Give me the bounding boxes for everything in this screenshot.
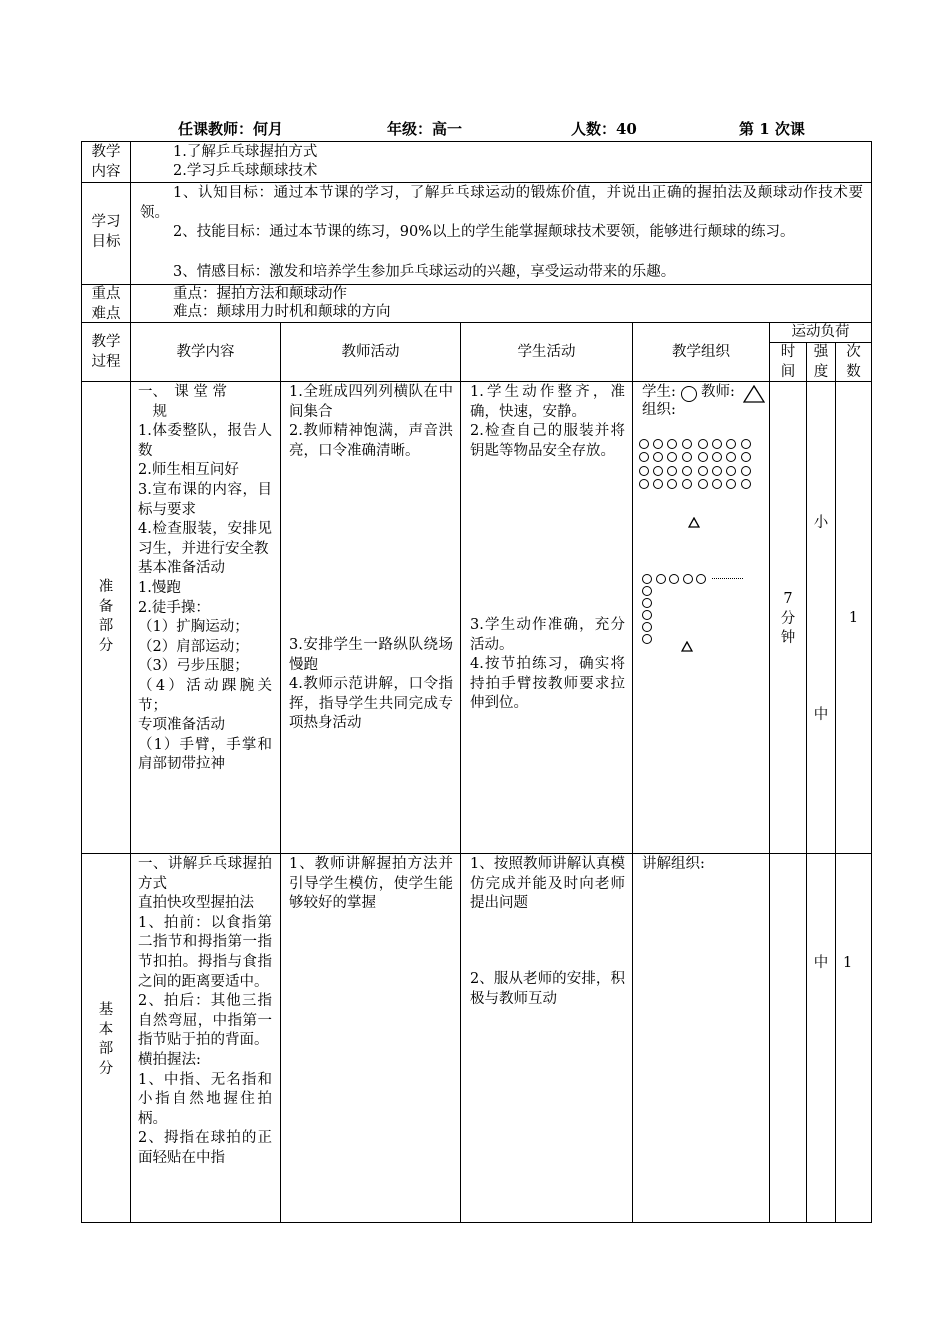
- student-circle: [698, 452, 708, 462]
- jog-direction-dots: [712, 578, 743, 579]
- jogging-student-circle: [642, 598, 652, 608]
- goal-cognitive: 1、认知目标：通过本节课的学习，了解乒乓球运动的锻炼价值，并说出正确的握拍法及颠球动作技术要领。: [140, 185, 863, 221]
- student-circle: [653, 452, 663, 462]
- content-line-1: 1.了解乒乓球握拍方式: [173, 144, 318, 160]
- teacher-jog-icon: [681, 641, 693, 652]
- section-label-prep: 准 备 部 分: [98, 579, 114, 654]
- student-circle: [741, 439, 751, 449]
- student-circle: [698, 466, 708, 476]
- header-teacher: 任课教师：何月: [178, 120, 284, 138]
- teacher-position-icon: [688, 517, 700, 528]
- student-circle: [726, 452, 736, 462]
- student-circle: [682, 466, 692, 476]
- jogging-student-circle: [642, 574, 652, 584]
- student-circle: [741, 479, 751, 489]
- student-circle: [712, 452, 722, 462]
- basic-student-a: 1、按照教师讲解认真模仿完成并能及时向老师提出问题: [470, 856, 625, 912]
- org-formation-label: 组织:: [642, 402, 676, 418]
- student-circle: [712, 439, 722, 449]
- prep-intensity-1: 小: [813, 515, 829, 531]
- student-circle: [741, 452, 751, 462]
- basic-intensity: 中: [813, 955, 829, 971]
- jogging-student-circle: [642, 634, 652, 644]
- student-circle: [712, 466, 722, 476]
- basic-org-label: 讲解组织:: [642, 856, 705, 872]
- prep-teacher-a: 1.全班成四列列横队在中间集合 2.教师精神饱满，声音洪亮，口令准确清晰。: [289, 384, 453, 459]
- header-count: 人数：40: [571, 120, 637, 138]
- header-lesson: 第 1 次课: [739, 120, 805, 138]
- student-circle: [667, 439, 677, 449]
- difficulty-text: 难点：颠球用力时机和颠球的方向: [173, 304, 391, 320]
- keypoint-text: 重点：握拍方法和颠球动作: [173, 286, 347, 302]
- student-circle: [698, 479, 708, 489]
- student-circle: [639, 439, 649, 449]
- col-header-time: 时 间: [780, 344, 796, 380]
- student-legend-icon: [681, 386, 697, 402]
- student-circle: [667, 452, 677, 462]
- student-circle: [741, 466, 751, 476]
- jogging-student-circle: [669, 574, 679, 584]
- student-circle: [639, 466, 649, 476]
- student-circle: [639, 452, 649, 462]
- basic-content: 一、讲解乒乓球握拍方式 直拍快攻型握拍法 1、拍前：以食指第二指节和拇指第一指节扣拍。拇指与食指之间的距离要适中。 2、拍后：其他三指自然弯屈，中指第一指节贴于拍的背面。 横拍握法: 1、中指、无名指和小指自然地握住拍柄。 2、拇指在球拍的正面轻贴在中指: [138, 856, 272, 1166]
- prep-content: 一、 课 堂 常 规 1.体委整队，报告人数 2.师生相互问好 3.宣布课的内容，目标与要求 4.检查服装，安排见习生，并进行安全教 基本准备活动 1.慢跑 2.徒手操： （1）扩胸运动； （2）肩部运动； （3）弓步压腿； （4）活动踝腕关节； 专项准备活动 （1）手臂，手掌和肩部韧带拉神: [138, 384, 272, 773]
- section-label-basic: 基 本 部 分: [98, 1002, 114, 1077]
- student-circle: [712, 479, 722, 489]
- col-header-organization: 教学组织: [672, 344, 730, 360]
- row-label-content: 教学 内容: [91, 144, 121, 180]
- student-circle: [682, 452, 692, 462]
- student-circle: [726, 439, 736, 449]
- jogging-student-circle: [642, 610, 652, 620]
- prep-student-a: 1.学生动作整齐，准确，快速，安静。 2.检查自己的服装并将钥匙等物品安全存放。: [470, 384, 625, 459]
- col-header-process: 教学 过程: [91, 334, 121, 370]
- col-header-content: 教学内容: [176, 344, 235, 360]
- col-header-load: 运动负荷: [791, 324, 850, 340]
- basic-student-b: 2、服从老师的安排，积极与教师互动: [470, 971, 625, 1007]
- student-circle: [726, 479, 736, 489]
- col-header-teacher: 教师活动: [341, 344, 400, 360]
- student-circle: [682, 439, 692, 449]
- goal-affective: 3、情感目标：激发和培养学生参加乒乓球运动的兴趣，享受运动带来的乐趣。: [173, 264, 676, 280]
- prep-time: 7 分 钟: [780, 591, 796, 647]
- org-students-label: 学生:: [642, 384, 676, 400]
- row-label-goals: 学习 目标: [91, 214, 121, 250]
- student-circle: [726, 466, 736, 476]
- jogging-student-circle: [696, 574, 706, 584]
- student-circle: [682, 479, 692, 489]
- org-teacher-label: 教师:: [701, 384, 735, 400]
- col-header-student: 学生活动: [517, 344, 576, 360]
- basic-times: 1: [843, 955, 853, 971]
- student-circle: [639, 479, 649, 489]
- header-grade: 年级：高一: [387, 120, 463, 138]
- col-header-intensity: 强 度: [813, 344, 829, 380]
- content-line-2: 2.学习乒乓球颠球技术: [173, 163, 318, 179]
- jogging-student-circle: [656, 574, 666, 584]
- student-circle: [667, 466, 677, 476]
- student-circle: [653, 479, 663, 489]
- basic-teacher: 1、教师讲解握拍方法并引导学生模仿，使学生能够较好的掌握: [289, 856, 453, 912]
- prep-student-b: 3.学生动作准确，充分活动。 4.按节拍练习，确实将持拍手臂按教师要求拉伸到位。: [470, 617, 625, 712]
- prep-intensity-2: 中: [813, 707, 829, 723]
- prep-teacher-b: 3.安排学生一路纵队绕场慢跑 4.教师示范讲解，口令指挥，指导学生共同完成专项热身活动: [289, 637, 453, 732]
- student-circle: [698, 439, 708, 449]
- goal-skill: 2、技能目标：通过本节课的练习，90%以上的学生能掌握颠球技术要领，能够进行颠球的练习。: [173, 224, 795, 240]
- student-circle: [653, 439, 663, 449]
- col-header-times: 次 数: [846, 344, 861, 380]
- jogging-student-circle: [642, 622, 652, 632]
- student-circle: [667, 479, 677, 489]
- row-label-keypoints: 重点 难点: [91, 286, 121, 322]
- jogging-student-circle: [642, 586, 652, 596]
- teacher-legend-icon: [743, 385, 765, 403]
- jogging-student-circle: [683, 574, 693, 584]
- student-circle: [653, 466, 663, 476]
- prep-times: 1: [848, 610, 859, 626]
